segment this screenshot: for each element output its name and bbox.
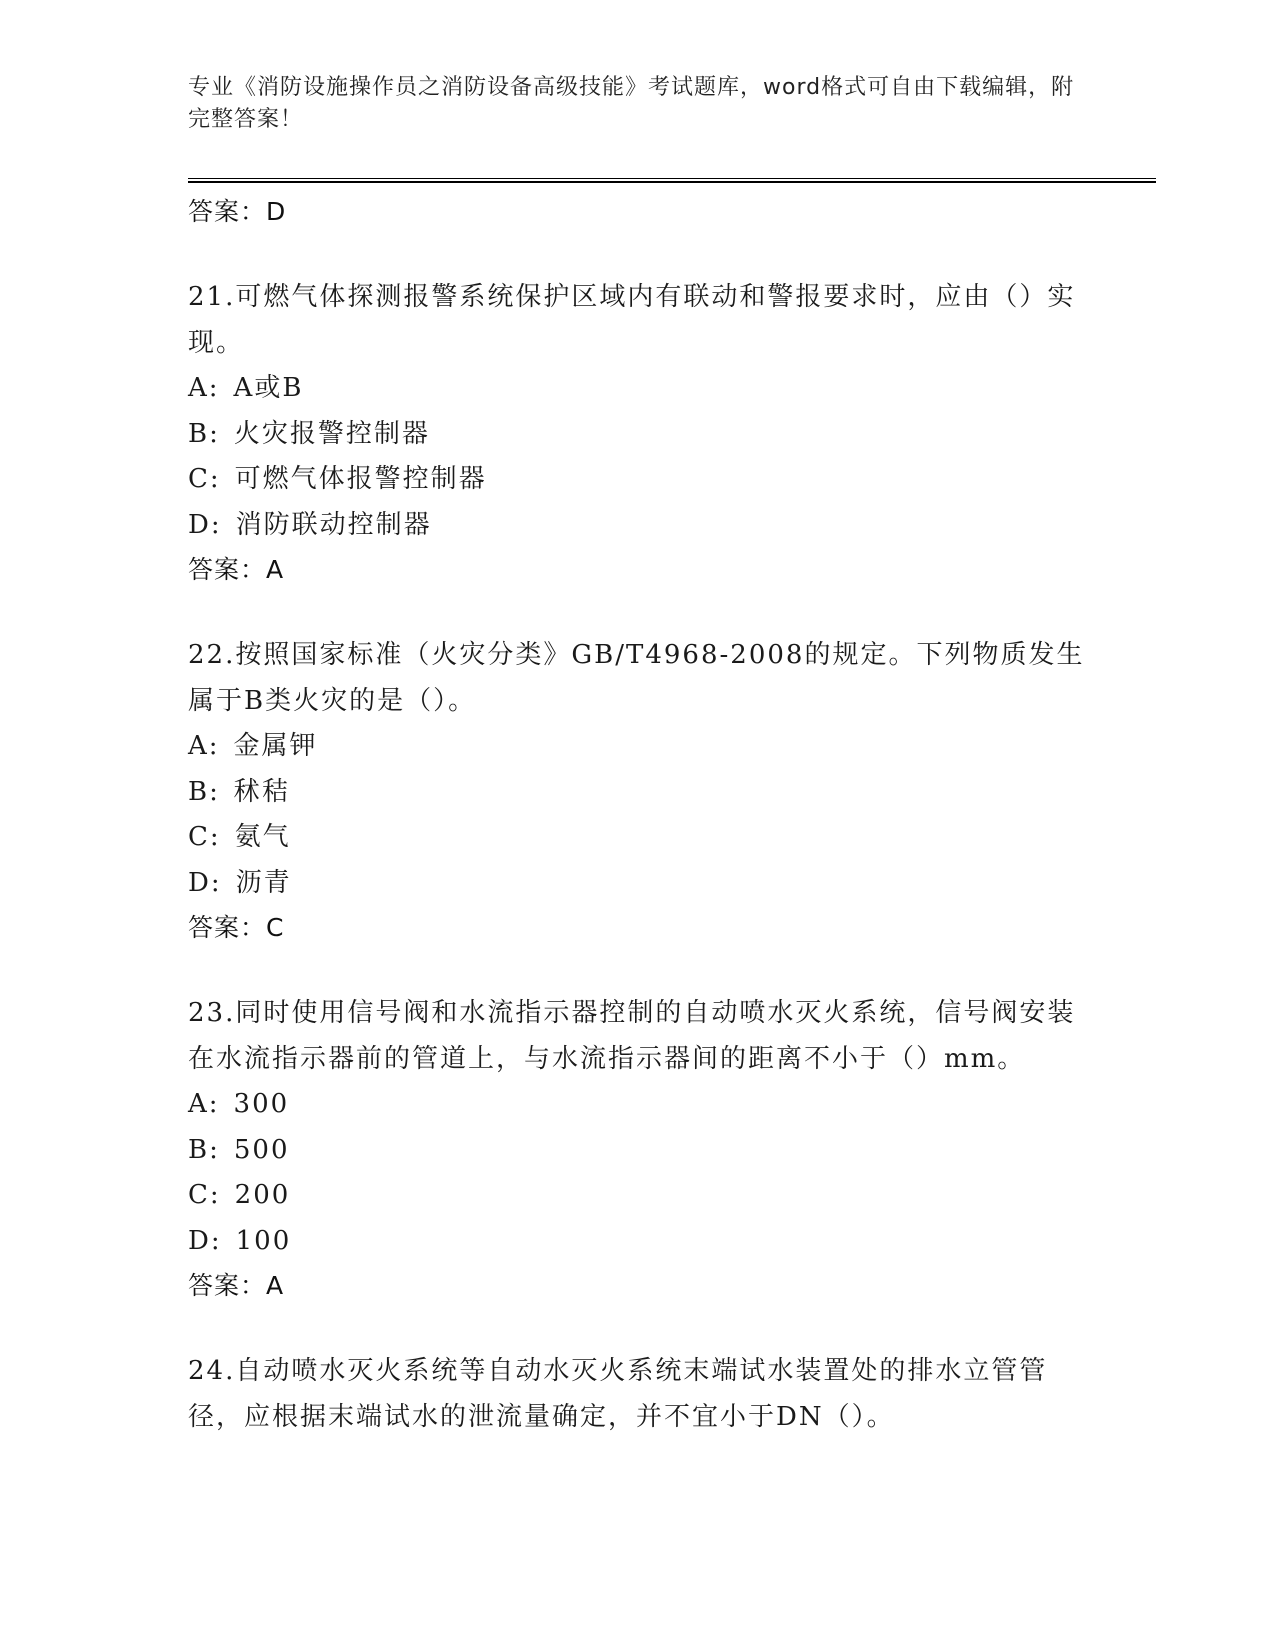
question-text: 23.同时使用信号阀和水流指示器控制的自动喷水灭火系统，信号阀安装在水流指示器前的管道上，与水流指示器间的距离不小于（）mm。 xyxy=(188,998,1076,1074)
option-b xyxy=(188,770,1088,816)
option-key: C: xyxy=(188,822,221,852)
option-key: B: xyxy=(188,1134,220,1165)
option-key: C: xyxy=(188,1180,221,1210)
option-a xyxy=(188,1082,1088,1128)
option-text: 可燃气体报警控制器 xyxy=(234,464,487,494)
question-24 xyxy=(188,1348,1088,1440)
option-d xyxy=(188,861,1088,907)
question-23 xyxy=(188,990,1088,1308)
option-key: A: xyxy=(188,1089,220,1119)
question-22 xyxy=(188,632,1088,950)
option-key: C: xyxy=(188,464,221,494)
option-text: 500 xyxy=(233,1134,290,1165)
question-text: 24.自动喷水灭火系统等自动水灭火系统末端试水装置处的排水立管管径，应根据末端试水的泄流量确定，并不宜小于DN（）。 xyxy=(188,1356,1048,1432)
question-21 xyxy=(188,274,1088,592)
option-a xyxy=(188,724,1088,770)
page-header: 专业《消防设施操作员之消防设备高级技能》考试题库，word格式可自由下载编辑，附完整答案！ xyxy=(188,75,1075,132)
answer-line: 答案：C xyxy=(188,913,285,942)
option-text: 100 xyxy=(235,1225,292,1256)
header-divider-thin xyxy=(188,178,1156,179)
option-text: 沥青 xyxy=(235,867,292,898)
option-text: 火灾报警控制器 xyxy=(233,418,430,449)
option-d xyxy=(188,1219,1088,1265)
option-key: A: xyxy=(188,731,220,761)
option-text: 消防联动控制器 xyxy=(235,509,432,540)
option-key: B: xyxy=(188,776,220,807)
header-divider-thick xyxy=(188,181,1156,183)
option-text: 200 xyxy=(234,1180,291,1210)
answer-line: 答案：A xyxy=(188,555,285,584)
option-text: 秫秸 xyxy=(233,776,290,807)
option-text: 氨气 xyxy=(234,822,291,852)
option-key: D: xyxy=(188,1225,222,1256)
answer-line: 答案：A xyxy=(188,1271,285,1300)
option-c xyxy=(188,1173,1088,1219)
option-c xyxy=(188,457,1088,503)
option-text: 金属钾 xyxy=(233,731,318,761)
option-text: 300 xyxy=(233,1089,290,1119)
question-text: 22.按照国家标准（火灾分类》GB/T4968-2008的规定。下列物质发生属于B类火灾的是（）。 xyxy=(188,640,1085,716)
option-c xyxy=(188,815,1088,861)
option-b xyxy=(188,412,1088,458)
option-key: D: xyxy=(188,867,222,898)
question-text: 21.可燃气体探测报警系统保护区域内有联动和警报要求时，应由（）实现。 xyxy=(188,282,1076,358)
option-a xyxy=(188,366,1088,412)
document-body xyxy=(188,190,1088,1440)
previous-answer: 答案：D xyxy=(188,197,287,226)
option-b xyxy=(188,1128,1088,1174)
option-key: B: xyxy=(188,418,220,449)
option-key: A: xyxy=(188,373,220,403)
option-key: D: xyxy=(188,509,222,540)
option-d xyxy=(188,503,1088,549)
option-text: A或B xyxy=(233,373,304,403)
